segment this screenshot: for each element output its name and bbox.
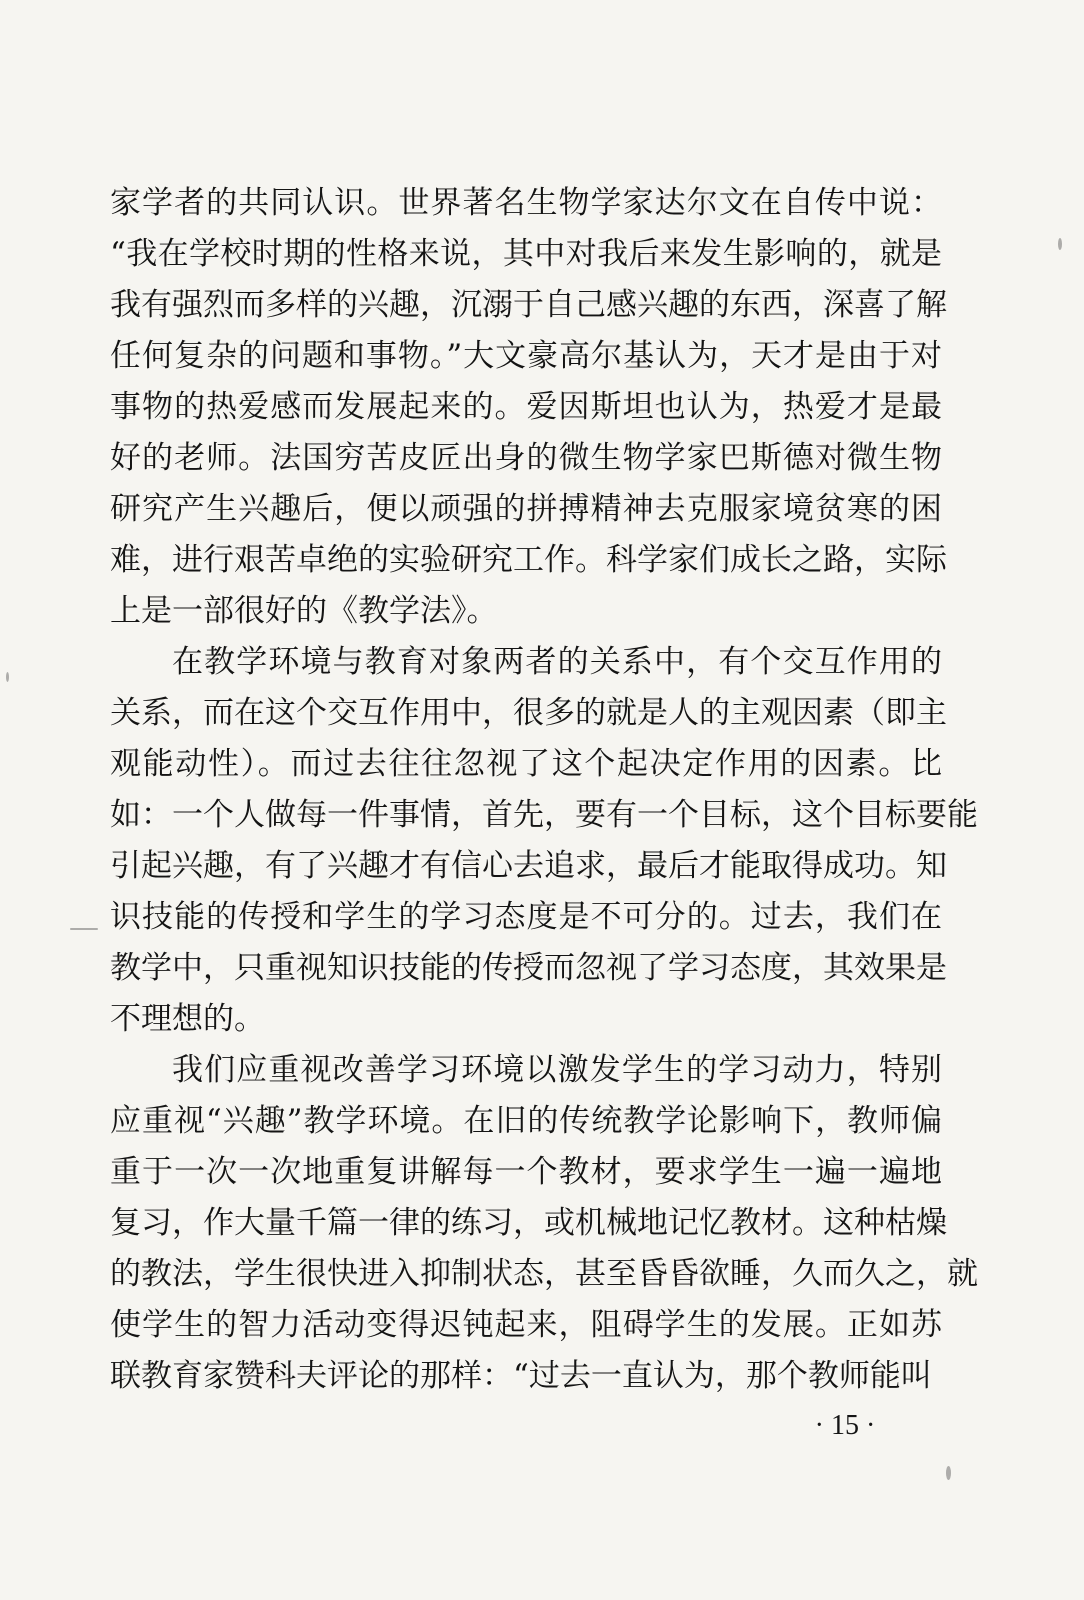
text-line: 观能动性）。而过去往往忽视了这个起决定作用的因素。比 bbox=[110, 746, 942, 782]
text-line: 使学生的智力活动变得迟钝起来，阻碍学生的发展。正如苏 bbox=[110, 1307, 942, 1343]
text-line: 不理想的。 bbox=[110, 1001, 265, 1037]
text-line: 在教学环境与教育对象两者的关系中，有个交互作用的 bbox=[172, 644, 942, 680]
text-line: 的教法，学生很快进入抑制状态，甚至昏昏欲睡，久而久之，就 bbox=[110, 1256, 978, 1292]
text-line: 如：一个人做每一件事情，首先，要有一个目标，这个目标要能 bbox=[110, 797, 978, 833]
text-line: 识技能的传授和学生的学习态度是不可分的。过去，我们在 bbox=[110, 899, 942, 935]
text-line: 上是一部很好的《教学法》。 bbox=[110, 593, 498, 629]
text-line: 我们应重视改善学习环境以激发学生的学习动力，特别 bbox=[172, 1052, 942, 1088]
paragraph bbox=[110, 1045, 978, 1402]
text-line: 关系，而在这个交互作用中，很多的就是人的主观因素（即主 bbox=[110, 695, 947, 731]
text-line: 教学中，只重视知识技能的传授而忽视了学习态度，其效果是 bbox=[110, 950, 947, 986]
scan-speck bbox=[70, 928, 98, 930]
text-line: “我在学校时期的性格来说，其中对我后来发生影响的，就是 bbox=[110, 236, 942, 272]
text-line: 好的老师。法国穷苦皮匠出身的微生物学家巴斯德对微生物 bbox=[110, 440, 942, 476]
text-line: 重于一次一次地重复讲解每一个教材，要求学生一遍一遍地 bbox=[110, 1154, 942, 1190]
text-line: 应重视“兴趣”教学环境。在旧的传统教学论影响下，教师偏 bbox=[110, 1103, 942, 1139]
text-line: 事物的热爱感而发展起来的。爱因斯坦也认为，热爱才是最 bbox=[110, 389, 942, 425]
text-line: 研究产生兴趣后，便以顽强的拼搏精神去克服家境贫寒的困 bbox=[110, 491, 942, 527]
scan-speck bbox=[1058, 238, 1062, 250]
text-line: 引起兴趣，有了兴趣才有信心去追求，最后才能取得成功。知 bbox=[110, 848, 947, 884]
text-line: 我有强烈而多样的兴趣，沉溺于自己感兴趣的东西，深喜了解 bbox=[110, 287, 947, 323]
text-line: 任何复杂的问题和事物。”大文豪高尔基认为，天才是由于对 bbox=[110, 338, 942, 374]
text-line: 家学者的共同认识。世界著名生物学家达尔文在自传中说： bbox=[110, 185, 942, 221]
scan-speck bbox=[6, 672, 9, 682]
text-line: 联教育家赞科夫评论的那样：“过去一直认为，那个教师能叫 bbox=[110, 1358, 932, 1394]
body-text bbox=[110, 178, 978, 1402]
paragraph bbox=[110, 178, 947, 637]
text-line: 难，进行艰苦卓绝的实验研究工作。科学家们成长之路，实际 bbox=[110, 542, 947, 578]
paragraph bbox=[110, 637, 978, 1045]
text-line: 复习，作大量千篇一律的练习，或机械地记忆教材。这种枯燥 bbox=[110, 1205, 947, 1241]
page-number: · 15 · bbox=[814, 1410, 876, 1441]
scan-speck bbox=[946, 1466, 951, 1480]
